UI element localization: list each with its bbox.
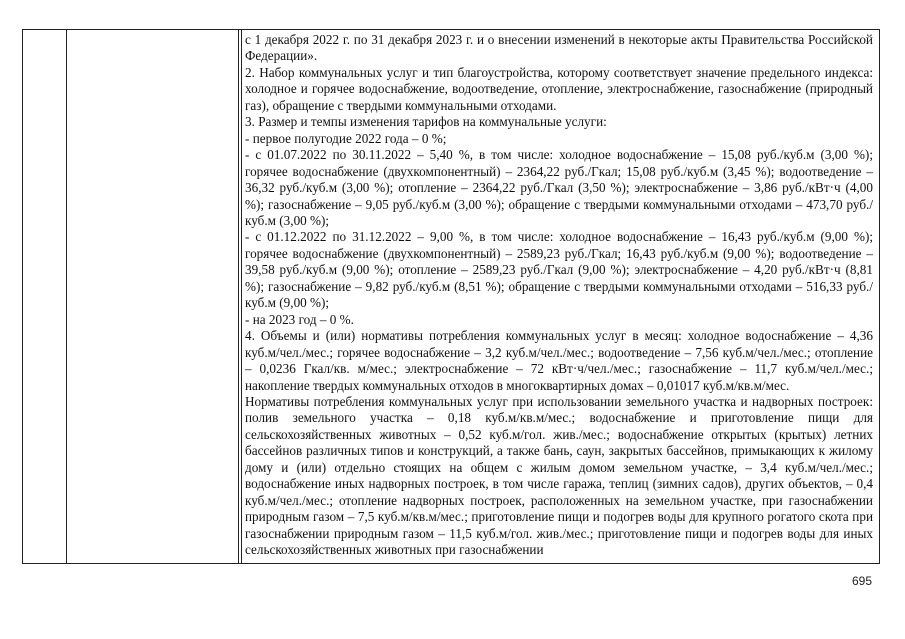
paragraph-services-set: 2. Набор коммунальных услуг и тип благоустройства, которому соответствует значение предельного индекса: холодное и горячее водоснабжение, водоотведение, отопление, электроснабжение, газоснабжение (природный газ), обращение с твердыми коммунальными отходами.	[245, 64, 873, 113]
column-divider	[241, 30, 242, 563]
paragraph-consumption-volumes: 4. Объемы и (или) нормативы потребления коммунальных услуг в месяц: холодное водоснабжение – 4,36 куб.м/чел./мес.; горячее водоснабжение – 3,2 куб.м/чел./мес.; водоотведение – 7,56 куб.м/чел./мес.; отопление – 0,0236 Гкал/кв. м/мес.; электроснабжение – 72 кВт·ч/чел./мес.; газоснабжение – 11,7 куб.м/чел./мес.; накопление твердых коммунальных отходов в многоквартирных домах – 0,01017 куб.м/кв.м/мес.	[245, 328, 873, 393]
column-divider	[238, 30, 239, 563]
page-number: 695	[851, 574, 872, 588]
paragraph-decree-end: с 1 декабря 2022 г. по 31 декабря 2023 г. и о внесении изменений в некоторые акты Правительства Российской Федерации».	[245, 32, 873, 64]
paragraph-jul-nov-2022: - с 01.07.2022 по 30.11.2022 – 5,40 %, в том числе: холодное водоснабжение – 15,08 руб./куб.м (3,00 %); горячее водоснабжение (двухкомпонентный) – 2364,22 руб./Гкал; 15,08 руб./куб.м (3,45 %); водоотведение – 36,32 руб./куб.м (3,00 %); отопление – 2364,22 руб./Гкал (3,50 %); электроснабжение – 3,86 руб./кВт·ч (4,00 %); газоснабжение – 9,05 руб./куб.м (3,00 %); обращение с твердыми коммунальными отходами – 473,70 руб./куб.м (3,00 %);	[245, 147, 873, 228]
table-text-cell	[245, 32, 873, 559]
column-divider	[66, 30, 67, 563]
paragraph-2023: - на 2023 год – 0 %.	[245, 311, 354, 327]
paragraph-first-half-2022: - первое полугодие 2022 года – 0 %;	[245, 130, 447, 146]
document-table	[22, 29, 880, 564]
paragraph-tariffs-heading: 3. Размер и темпы изменения тарифов на коммунальные услуги:	[245, 114, 607, 130]
paragraph-dec-2022: - с 01.12.2022 по 31.12.2022 – 9,00 %, в том числе: холодное водоснабжение – 16,43 руб./куб.м (9,00 %); горячее водоснабжение (двухкомпонентный) – 2589,23 руб./Гкал; 16,43 руб./куб.м (9,00 %); водоотведение – 39,58 руб./куб.м (9,00 %); отопление – 2589,23 руб./Гкал (9,00 %); электроснабжение – 4,20 руб./кВт·ч (8,81 %); газоснабжение – 9,82 руб./куб.м (8,51 %); обращение с твердыми коммунальными отходами – 516,33 руб./куб.м (9,00 %);	[245, 229, 873, 311]
paragraph-land-norms: Нормативы потребления коммунальных услуг при использовании земельного участка и надворных построек: полив земельного участка – 0,18 куб.м/кв.м/мес.; водоснабжение и приготовление пищи для сельскохозяйственных животных – 0,52 куб.м/гол. жив./мес.; водоснабжение открытых (крытых) летних бассейнов различных типов и конструкций, а также бань, саун, закрытых бассейнов, примыкающих к жилому дому и (или) отдельно стоящих на общем с жилым домом земельном участке, – 3,4 куб.м/чел./мес.; водоснабжение иных надворных построек, в том числе гаража, теплиц (зимних садов), других объектов, – 0,4 куб.м/чел./мес.; отопление надворных построек, расположенных на земельном участке, при газоснабжении природным газом – 7,5 куб.м/кв.м/мес.; приготовление пищи и подогрев воды для крупного рогатого скота при газоснабжении природным газом – 11,5 куб.м/гол. жив./мес.; приготовление пищи и подогрев воды для иных сельскохозяйственных животных при газоснабжении	[245, 393, 873, 558]
